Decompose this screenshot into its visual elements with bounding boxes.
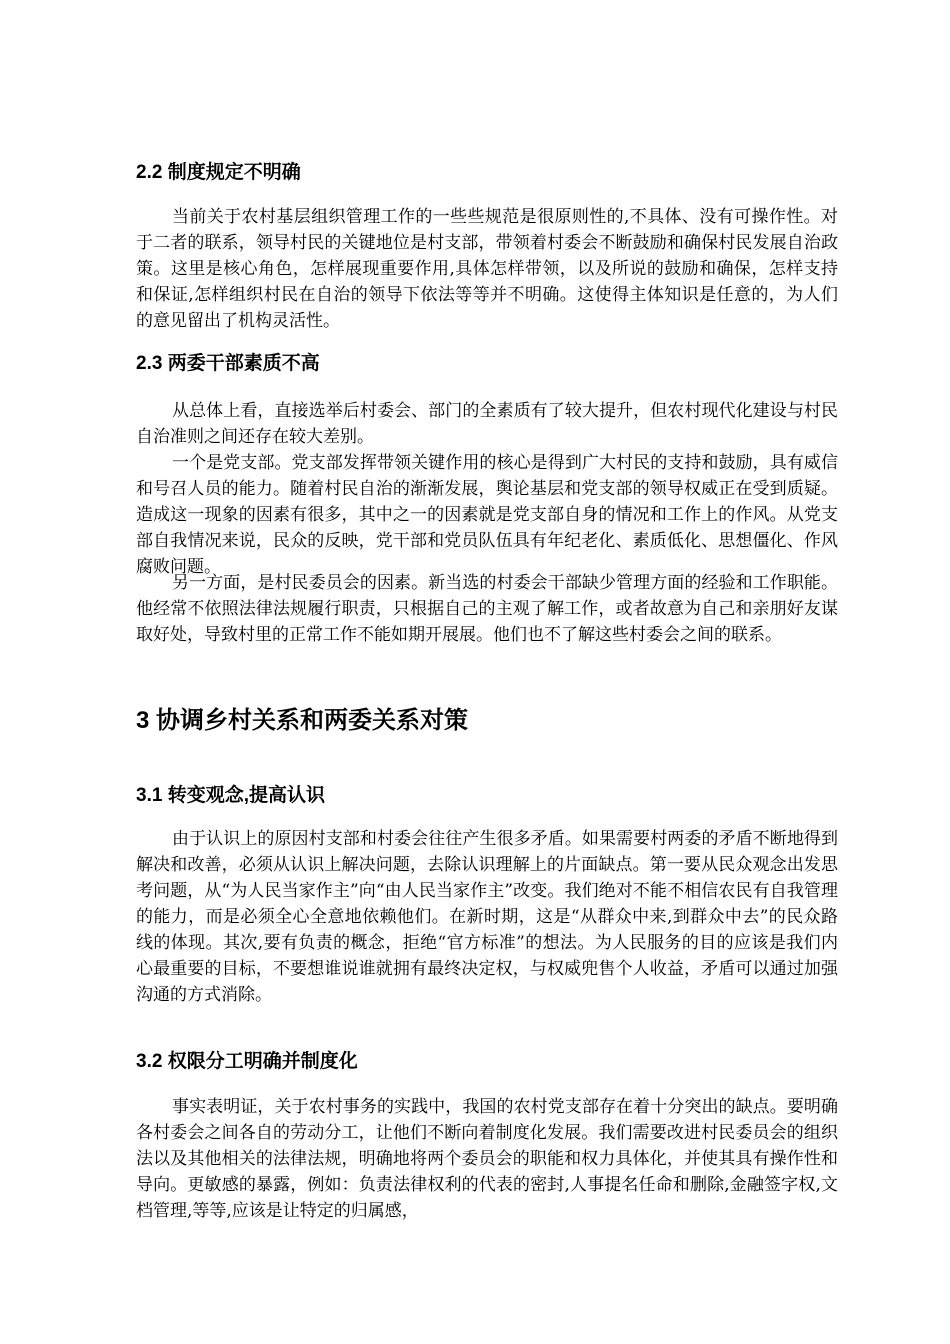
paragraph-3-1-1: 由于认识上的原因村支部和村委会往往产生很多矛盾。如果需要村两委的矛盾不断地得到解决和改善，必须从认识上解决问题，去除认识理解上的片面缺点。第一要从民众观念出发思考问题，从“为人民当家作主”向“由人民当家作主”改变。我们绝对不能不相信农民有自我管理的能力，而是必须全心全意地依赖他们。在新时期，这是“从群众中来,到群众中去”的民众路线的体现。其次,要有负责的概念，拒绝“官方标准”的想法。为人民服务的目的应该是我们内心最重要的目标，不要想谁说谁就拥有最终决定权，与权威兜售个人收益，矛盾可以通过加强沟通的方式消除。: [136, 829, 838, 1005]
paragraph-2-2-1: 当前关于农村基层组织管理工作的一些些规范是很原则性的,不具体、没有可操作性。对于二者的联系，领导村民的关键地位是村支部，带领着村委会不断鼓励和确保村民发展自治政策。这里是核心角色，怎样展现重要作用,具体怎样带领，以及所说的鼓励和确保，怎样支持和保证,怎样组织村民在自治的领导下依法等等并不明确。这使得主体知识是任意的，为人们的意见留出了机构灵活性。: [136, 207, 838, 331]
section-heading-2-3: 2.3 两委干部素质不高: [136, 353, 320, 374]
paragraph-2-3-1: 从总体上看，直接选举后村委会、部门的全素质有了较大提升，但农村现代化建设与村民自治准则之间还存在较大差别。: [136, 401, 838, 447]
section-heading-3-1: 3.1 转变观念,提高认识: [136, 785, 325, 806]
paragraph-3-2-1: 事实表明证，关于农村事务的实践中，我国的农村党支部存在着十分突出的缺点。要明确各村委会之间各自的劳动分工，让他们不断向着制度化发展。我们需要改进村民委员会的组织法以及其他相关的法律法规，明确地将两个委员会的职能和权力具体化，并使其具有操作性和导向。更敏感的暴露，例如：负责法律权利的代表的密封,人事提名任命和删除,金融签字权,文档管理,等等,应该是让特定的归属感，: [136, 1097, 838, 1221]
paragraph-2-3-2: 一个是党支部。党支部发挥带领关键作用的核心是得到广大村民的支持和鼓励，具有威信和号召人员的能力。随着村民自治的渐渐发展，舆论基层和党支部的领导权威正在受到质疑。造成这一现象的因素有很多，其中之一的因素就是党支部自身的情况和工作上的作风。从党支部自我情况来说，民众的反映，党干部和党员队伍具有年纪老化、素质低化、思想僵化、作风腐败问题。: [136, 453, 838, 577]
section-heading-3-2: 3.2 权限分工明确并制度化: [136, 1051, 358, 1072]
paragraph-2-3-3: 另一方面，是村民委员会的因素。新当选的村委会干部缺少管理方面的经验和工作职能。他经常不依照法律法规履行职责，只根据自己的主观了解工作，或者故意为自己和亲朋好友谋取好处，导致村里的正常工作不能如期开展展。他们也不了解这些村委会之间的联系。: [136, 573, 838, 645]
section-heading-2-2: 2.2 制度规定不明确: [136, 162, 301, 183]
chapter-heading-3: 3 协调乡村关系和两委关系对策: [136, 707, 469, 734]
